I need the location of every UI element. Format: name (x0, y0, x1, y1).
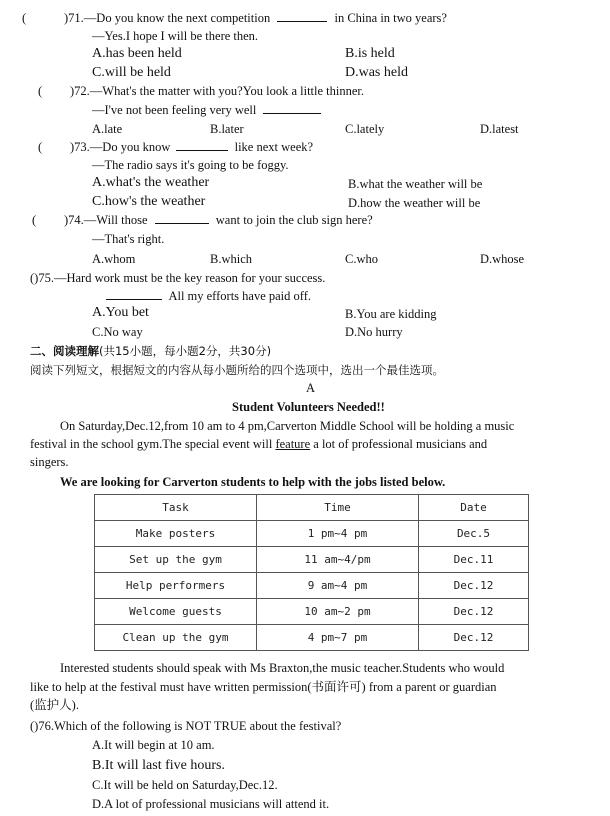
passage-p1-line2-a: festival in the school gym.The special event will (30, 437, 273, 451)
q75-stem (30, 270, 325, 286)
q72-reply-text: —I've not been feeling very well (92, 103, 257, 117)
section2-heading-note: (共15小题，每小题2分，共30分) (99, 344, 272, 358)
q72-option-d: D.latest (480, 122, 519, 136)
passage-label: A (306, 381, 316, 395)
q73-paren: ( (38, 140, 43, 154)
jobs-cell-time: 4 pm~7 pm (257, 625, 419, 651)
q73-blank (176, 140, 228, 151)
q76-option-c: C.It will be held on Saturday,Dec.12. (92, 778, 278, 792)
q76-option-b: B.It will last five hours. (92, 758, 225, 773)
q73-stem (70, 139, 313, 155)
q75-stem-text: —Hard work must be the key reason for your success. (53, 271, 326, 285)
q72-option-b: B.later (210, 122, 244, 136)
jobs-header-date: Date (419, 495, 529, 521)
q75-reply (106, 288, 311, 304)
jobs-cell-time: 11 am~4/pm (257, 547, 419, 573)
q74-stem (64, 212, 373, 228)
q71-option-a: A.has been held (92, 46, 182, 61)
section2-heading-title: 二、阅读理解 (30, 344, 99, 358)
jobs-header-time: Time (257, 495, 419, 521)
underlined-word-feature: feature (275, 437, 311, 451)
q75-option-d: D.No hurry (345, 325, 403, 339)
q71-stem-b: in China in two years? (334, 11, 447, 25)
passage-p2-line3: (监护人). (30, 698, 79, 712)
q75-option-a: A.You bet (92, 305, 149, 320)
jobs-cell-date: Dec.12 (419, 573, 529, 599)
passage-p1-line3: singers. (30, 455, 69, 469)
q75-number: ()75. (30, 271, 54, 285)
q74-option-a: A.whom (92, 252, 136, 266)
passage-title: Student Volunteers Needed!! (232, 400, 385, 414)
passage-p2-line1: Interested students should speak with Ms Braxton,the music teacher.Students who would (60, 661, 505, 675)
q73-option-d: D.how the weather will be (348, 196, 481, 210)
q73-reply: —The radio says it's going to be foggy. (92, 158, 289, 172)
jobs-cell-date: Dec.11 (419, 547, 529, 573)
q74-option-d: D.whose (480, 252, 525, 266)
q72-option-a: A.late (92, 122, 123, 136)
q74-reply: —That's right. (92, 232, 165, 246)
table-row (95, 547, 529, 573)
jobs-cell-date: Dec.12 (419, 599, 529, 625)
q75-reply-text: All my efforts have paid off. (168, 289, 311, 303)
jobs-cell-time: 1 pm~4 pm (257, 521, 419, 547)
q72-paren: ( (38, 84, 43, 98)
q71-number: )71. (64, 11, 84, 25)
q72-option-c: C.lately (345, 122, 385, 136)
q73-option-c: C.how's the weather (92, 194, 206, 209)
table-intro: We are looking for Carverton students to help with the jobs listed below. (60, 475, 446, 489)
q73-option-a: A.what's the weather (92, 175, 210, 190)
jobs-cell-date: Dec.5 (419, 521, 529, 547)
q76-stem (30, 718, 341, 734)
q73-stem-b: like next week? (234, 140, 314, 154)
q71-option-d: D.was held (345, 65, 408, 80)
q72-stem (70, 83, 364, 99)
jobs-cell-task: Clean up the gym (95, 625, 257, 651)
q73-stem-a: —Do you know (89, 140, 171, 154)
q72-number: )72. (70, 84, 90, 98)
q71-stem (64, 10, 447, 26)
q74-blank (155, 213, 209, 224)
passage-p2-line2: like to help at the festival must have written permission(书面许可) from a parent or guardian (30, 680, 497, 694)
q74-paren: ( (32, 213, 37, 227)
jobs-table-header-row (95, 495, 529, 521)
q72-reply (92, 102, 321, 118)
q76-option-d: D.A lot of professional musicians will attend it. (92, 797, 330, 811)
q71-reply: —Yes.I hope I will be there then. (92, 29, 259, 43)
q71-stem-a: —Do you know the next competition (83, 11, 271, 25)
q74-stem-b: want to join the club sign here? (215, 213, 373, 227)
q75-blank (106, 289, 162, 300)
jobs-header-task: Task (95, 495, 257, 521)
jobs-cell-date: Dec.12 (419, 625, 529, 651)
passage-p1-line2-b: a lot of professional musicians and (313, 437, 488, 451)
q74-stem-a: —Will those (83, 213, 148, 227)
q74-option-c: C.who (345, 252, 378, 266)
jobs-cell-task: Welcome guests (95, 599, 257, 625)
jobs-cell-time: 9 am~4 pm (257, 573, 419, 599)
jobs-cell-task: Help performers (95, 573, 257, 599)
q76-option-a: A.It will begin at 10 am. (92, 738, 215, 752)
q71-blank (277, 11, 327, 22)
section2-heading (30, 343, 271, 359)
q75-option-b: B.You are kidding (345, 307, 437, 321)
q76-stem-text: Which of the following is NOT TRUE about the festival? (53, 719, 342, 733)
q76-number: ()76. (30, 719, 54, 733)
section2-instruction: 阅读下列短文，根据短文的内容从每小题所给的四个选项中，选出一个最佳选项。 (30, 363, 444, 377)
q73-option-b: B.what the weather will be (348, 177, 483, 191)
q72-stem-text: —What's the matter with you?You look a little thinner. (89, 84, 365, 98)
q71-option-c: C.will be held (92, 65, 171, 80)
q74-option-b: B.which (210, 252, 253, 266)
q71-option-b: B.is held (345, 46, 395, 61)
q73-number: )73. (70, 140, 90, 154)
jobs-cell-task: Make posters (95, 521, 257, 547)
q75-option-c: C.No way (92, 325, 143, 339)
table-row (95, 599, 529, 625)
q72-blank (263, 103, 321, 114)
jobs-cell-time: 10 am~2 pm (257, 599, 419, 625)
q71-paren: ( (22, 11, 27, 25)
table-row (95, 521, 529, 547)
table-row (95, 573, 529, 599)
passage-p1-line2 (30, 436, 487, 452)
jobs-table (94, 494, 529, 651)
jobs-cell-task: Set up the gym (95, 547, 257, 573)
passage-p1-line1: On Saturday,Dec.12,from 10 am to 4 pm,Carverton Middle School will be holding a music (60, 419, 515, 433)
q74-number: )74. (64, 213, 84, 227)
table-row (95, 625, 529, 651)
